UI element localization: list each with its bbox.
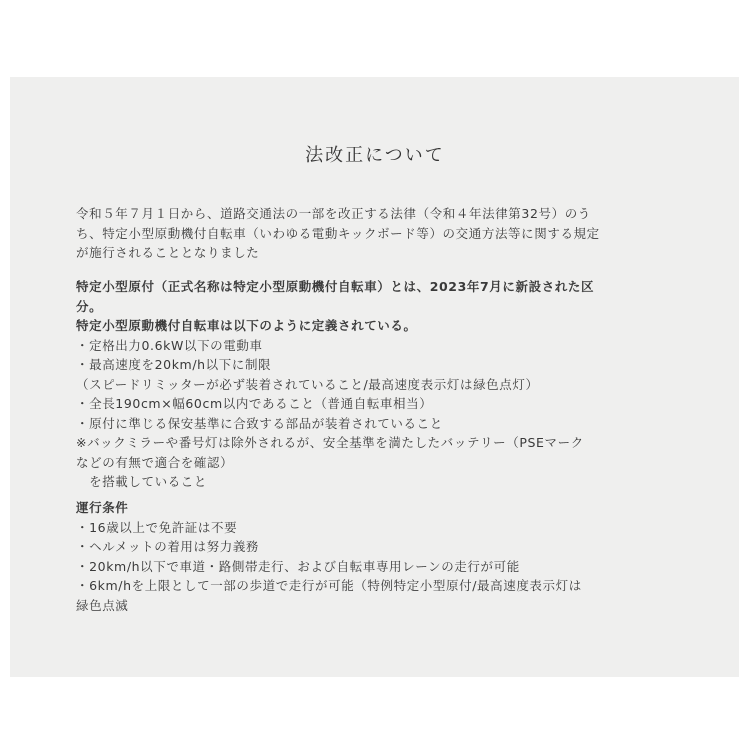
conditions-section: [76, 498, 666, 615]
condition-item: ・6km/hを上限として一部の歩道で走行が可能（特例特定小型原付/最高速度表示灯は: [76, 578, 582, 593]
intro-line: が施行されることとなりました: [76, 245, 260, 260]
definition-item: ・原付に準じる保安基準に合致する部品が装着されていること: [76, 415, 443, 431]
intro-line: ち、特定小型原動機付自転車（いわゆる電動キックボード等）の交通方法等に関する規定: [76, 225, 600, 241]
definition-item: を搭載していること: [76, 474, 208, 489]
condition-item: ・ヘルメットの着用は努力義務: [76, 539, 260, 554]
definition-item: （スピードリミッターが必ず装着されていること/最高速度表示灯は緑色点灯）: [76, 376, 539, 392]
condition-item: 緑色点滅: [76, 597, 129, 613]
definition-item: ・定格出力0.6kW以下の電動車: [76, 337, 263, 353]
definition-item: ・最高速度を20km/h以下に制限: [76, 357, 272, 372]
definition-section: [76, 277, 666, 492]
definition-item: ※バックミラーや番号灯は除外されるが、安全基準を満たしたバッテリー（PSEマーク: [76, 435, 584, 450]
definition-heading-line: 特定小型原動機付自転車は以下のように定義されている。: [76, 318, 417, 333]
condition-item: ・16歳以上で免許証は不要: [76, 519, 238, 535]
conditions-heading: 運行条件: [76, 500, 129, 515]
definition-heading-line: 分。: [76, 298, 103, 314]
intro-line: 令和５年７月１日から、道路交通法の一部を改正する法律（令和４年法律第32号）のう: [76, 206, 591, 221]
definition-item: ・全長190cm×幅60cm以内であること（普通自転車相当）: [76, 396, 433, 411]
definition-item: などの有無で適合を確認）: [76, 454, 234, 470]
condition-item: ・20km/h以下で車道・路側帯走行、および自転車専用レーンの走行が可能: [76, 558, 520, 574]
page-title: 法改正について: [305, 145, 445, 166]
intro-paragraph: [76, 204, 666, 263]
definition-heading-line: 特定小型原付（正式名称は特定小型原動機付自転車）とは、2023年7月に新設された区: [76, 279, 595, 294]
